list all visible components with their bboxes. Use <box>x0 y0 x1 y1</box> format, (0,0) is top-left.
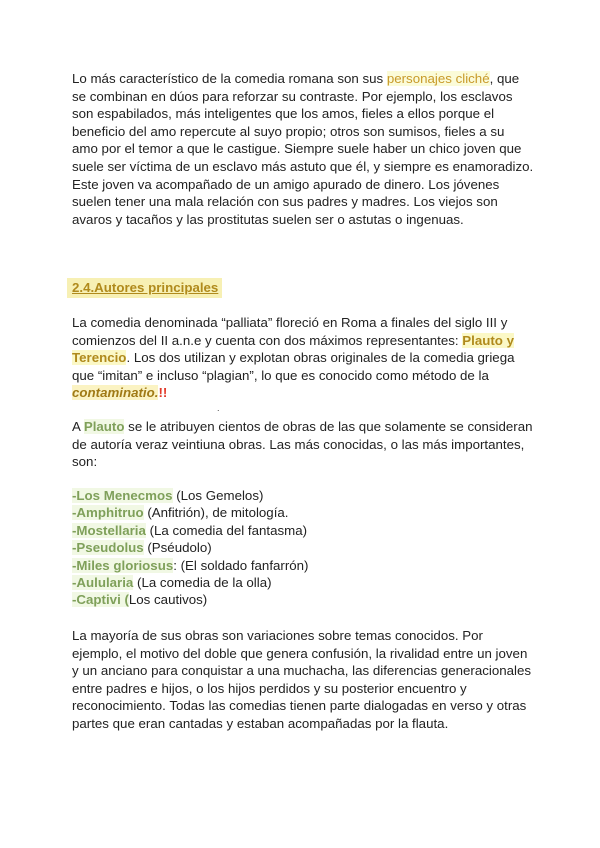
paragraph-line: partes que eran cantadas y estaban acompañadas por la flauta. <box>72 715 449 731</box>
text-run: A <box>72 419 84 434</box>
works-list <box>72 487 309 609</box>
paragraph-line: entre padres e hijos, o los hijos perdidos y su posterior encuentro y <box>72 680 467 696</box>
list-item <box>72 574 309 591</box>
work-note: : (El soldado fanfarrón) <box>173 557 309 573</box>
text-run: se le atribuyen cientos de obras de las que solamente se consideran <box>124 419 533 434</box>
work-note: Los cautivos) <box>128 592 208 608</box>
paragraph-line: que “imitan” e incluso “plagian”, lo que es conocido como método de la <box>72 367 489 383</box>
intro-line <box>72 70 530 88</box>
work-note: (Anfitrión), de mitología. <box>143 505 289 521</box>
list-item <box>72 557 309 574</box>
list-item <box>72 487 309 504</box>
text-run: , que <box>489 71 520 86</box>
intro-paragraph <box>72 70 534 228</box>
list-item <box>72 504 309 521</box>
intro-line: son espabilados, más inteligentes que los amos, fieles a ellos porque el <box>72 106 495 122</box>
work-title: -Amphitruo <box>72 505 144 521</box>
work-note: (La comedia del fantasma) <box>145 522 308 538</box>
work-title: -Los Menecmos <box>72 488 173 503</box>
paragraph-line: reconocimiento. Todas las comedias tienen parte dialogadas en verso y otras <box>72 698 527 714</box>
paragraph-line: La mayoría de sus obras son variaciones sobre temas conocidos. Por <box>72 628 483 643</box>
paragraph-line: La comedia denominada “palliata” floreció en Roma a finales del siglo III y <box>72 315 508 330</box>
work-title: -Pseudolus <box>72 540 144 556</box>
paragraph-line: ejemplo, el motivo del doble que genera confusión, la rivalidad entre un joven <box>72 645 528 661</box>
term-contaminatio: contaminatio <box>72 385 155 401</box>
list-item <box>72 522 309 539</box>
highlight-personajes-cliche: personajes cliché <box>386 71 490 86</box>
work-title: -Aulularia <box>72 575 134 591</box>
work-note: (Los Gemelos) <box>172 488 264 503</box>
paragraph-line: y un anciano para conquistar a una muchacha, las diferencias generacionales <box>72 663 532 679</box>
intro-line: suelen tener una mala relación con sus padres y madres. Los viejos son <box>72 194 498 210</box>
double-exclamation-icon: !! <box>158 385 168 401</box>
intro-line: avaros y tacaños y las prostitutas suelen ser o astutas o ingenuas. <box>72 211 464 227</box>
list-item <box>72 539 309 556</box>
paragraph-line <box>72 418 533 436</box>
paragraph-line <box>72 384 530 402</box>
paragraph-line <box>72 349 530 367</box>
palliata-paragraph <box>72 314 530 402</box>
work-title: -Mostellaria <box>72 522 146 538</box>
intro-line: se combinan en dúos para reforzar su contraste. Por ejemplo, los esclavos <box>72 88 513 104</box>
intro-line: Este joven va acompañado de un amigo apurado de dinero. Los jóvenes <box>72 176 500 192</box>
intro-line: amo por el temor a que le castigue. Siempre suele haber un chico joven que <box>72 141 522 157</box>
plauto-paragraph <box>72 418 533 471</box>
work-title: -Captivi ( <box>72 592 129 608</box>
paragraph-line: son: <box>72 454 98 470</box>
section-heading: 2.4.Autores principales <box>67 278 222 298</box>
highlight-plauto-y: Plauto y <box>462 332 514 348</box>
text-run: comienzos del II a.n.e y cuenta con dos máximos representantes: <box>72 332 463 348</box>
text-run: Lo más característico de la comedia romana son sus <box>72 71 387 86</box>
work-note: (La comedia de la olla) <box>133 575 272 591</box>
highlight-plauto: Plauto <box>83 419 125 434</box>
paragraph-line: de autoría veraz veintiuna obras. Las más conocidas, o las más importantes, <box>72 436 525 452</box>
text-run: . Los dos utilizan y explotan obras originales de la comedia griega <box>126 350 515 366</box>
highlight-terencio: Terencio <box>72 350 127 366</box>
work-note: (Pséudolo) <box>143 540 212 556</box>
text-run: . <box>154 385 159 401</box>
variations-paragraph <box>72 627 530 733</box>
paragraph-line <box>72 332 530 350</box>
list-item <box>72 591 309 608</box>
intro-line: suele ser víctima de un esclavo más astuto que él, y siempre es enamoradizo. <box>72 158 534 174</box>
intro-line: beneficio del amo repercute al suyo propio; otros son sumisos, fieles a su <box>72 123 505 139</box>
work-title: -Miles gloriosus <box>72 557 174 573</box>
stray-mark: . <box>217 403 220 413</box>
